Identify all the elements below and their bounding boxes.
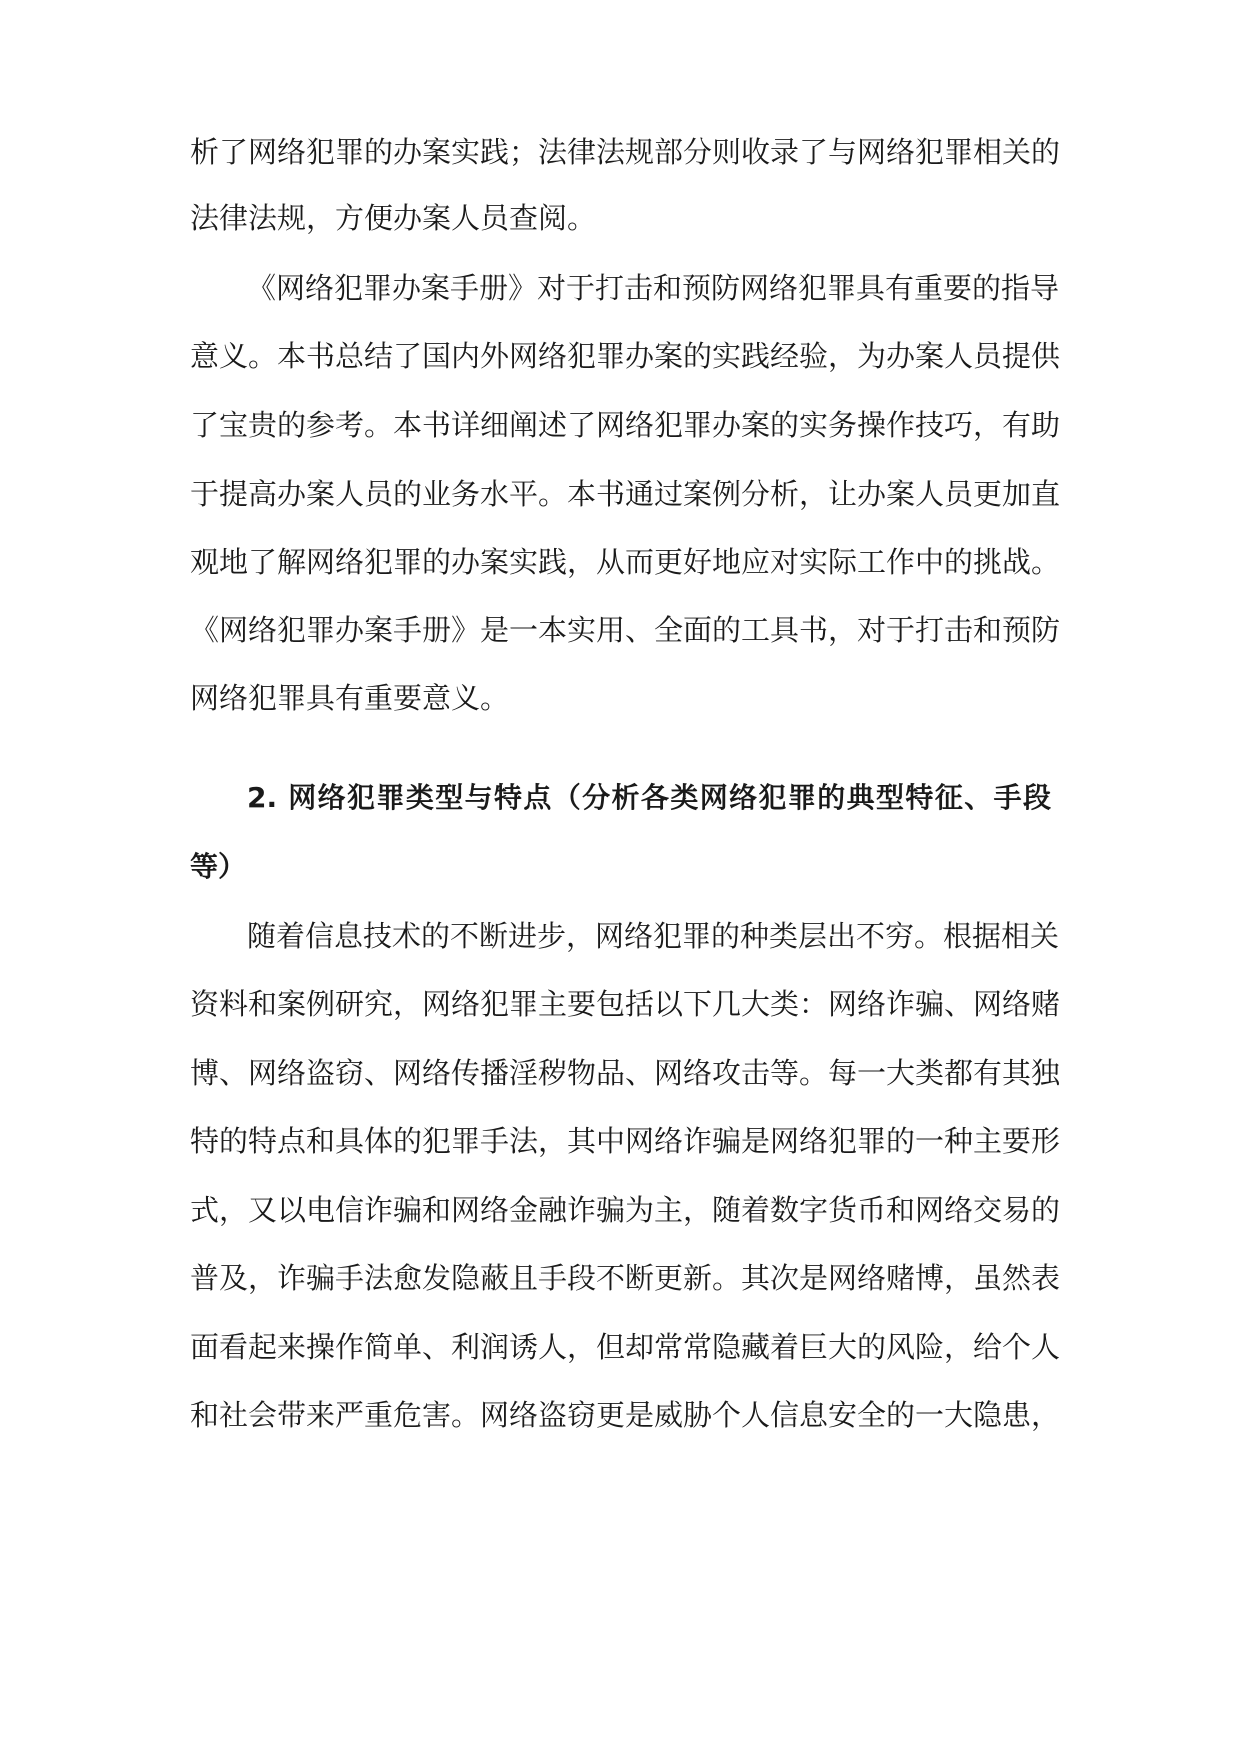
text-line: 特的特点和具体的犯罪手法，其中网络诈骗是网络犯罪的一种主要形 [190, 1124, 1061, 1158]
text-line: 网络犯罪具有重要意义。 [190, 681, 510, 715]
text-line: 《网络犯罪办案手册》对于打击和预防网络犯罪具有重要的指导 [247, 271, 1060, 305]
text-line: 析了网络犯罪的办案实践；法律法规部分则收录了与网络犯罪相关的 [190, 135, 1061, 169]
text-line: 随着信息技术的不断进步，网络犯罪的种类层出不穷。根据相关 [247, 919, 1060, 953]
heading-line: 等） [190, 850, 247, 883]
text-line: 法律法规，方便办案人员查阅。 [190, 201, 597, 235]
text-line: 和社会带来严重危害。网络盗窃更是威胁个人信息安全的一大隐患， [190, 1398, 1061, 1432]
text-line: 资料和案例研究，网络犯罪主要包括以下几大类：网络诈骗、网络赌 [190, 987, 1061, 1021]
text-line: 了宝贵的参考。本书详细阐述了网络犯罪办案的实务操作技巧，有助 [190, 408, 1061, 442]
text-line: 面看起来操作简单、利润诱人，但却常常隐藏着巨大的风险，给个人 [190, 1330, 1061, 1364]
text-line: 《网络犯罪办案手册》是一本实用、全面的工具书，对于打击和预防 [190, 613, 1061, 647]
text-line: 观地了解网络犯罪的办案实践，从而更好地应对实际工作中的挑战。 [190, 545, 1061, 579]
text-line: 于提高办案人员的业务水平。本书通过案例分析，让办案人员更加直 [190, 477, 1061, 511]
text-line: 博、网络盗窃、网络传播淫秽物品、网络攻击等。每一大类都有其独 [190, 1056, 1061, 1090]
text-line: 式，又以电信诈骗和网络金融诈骗为主，随着数字货币和网络交易的 [190, 1193, 1061, 1227]
text-line: 普及，诈骗手法愈发隐蔽且手段不断更新。其次是网络赌博，虽然表 [190, 1261, 1061, 1295]
text-line: 意义。本书总结了国内外网络犯罪办案的实践经验，为办案人员提供 [190, 339, 1061, 373]
heading-line: 2. 网络犯罪类型与特点（分析各类网络犯罪的典型特征、手段 [247, 781, 1051, 814]
